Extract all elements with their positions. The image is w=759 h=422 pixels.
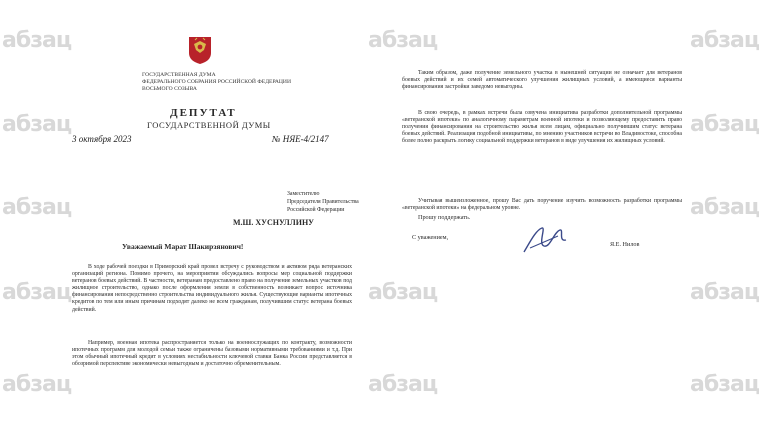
header-line: ГОСУДАРСТВЕННАЯ ДУМА: [142, 72, 216, 78]
letterhead-title: ДЕПУТАТ: [170, 107, 237, 119]
greeting: Уважаемый Марат Шакирзянович!: [122, 242, 244, 251]
watermark-text: абзац: [690, 112, 759, 137]
recipient-line: Председателя Правительства: [287, 199, 359, 205]
body-paragraph: Учитывая вышеизложенное, прошу Вас дать поручение изучить возможность разработки программы «ветеранской ипотеки» на федеральном уровне.: [402, 198, 682, 212]
header-line: ВОСЬМОГО СОЗЫВА: [142, 86, 197, 92]
watermark-text: абзац: [690, 28, 759, 53]
watermark-text: абзац: [690, 280, 759, 305]
watermark-text: абзац: [368, 28, 438, 53]
watermark-text: абзац: [2, 280, 72, 305]
signer-name: Я.Е. Нилов: [610, 241, 640, 248]
letter-date: 3 октября 2023: [72, 134, 132, 144]
header-line: ФЕДЕРАЛЬНОГО СОБРАНИЯ РОССИЙСКОЙ ФЕДЕРАЦИИ: [142, 79, 291, 85]
watermark-text: абзац: [368, 280, 438, 305]
watermark-text: абзац: [2, 112, 72, 137]
watermark-text: абзац: [690, 372, 759, 397]
watermark-text: абзац: [2, 372, 72, 397]
watermark-text: абзац: [2, 28, 72, 53]
closing-request: Прошу поддержать.: [418, 214, 471, 221]
letter-page-2: [392, 10, 692, 410]
body-paragraph: В свою очередь, в рамках встречи была озвучена инициатива разработки дополнительной программы «ветеранской ипотеки» по аналогичному параметрам военной ипотеки и позволяющему предоставить право получения финансирования на строительство жилья всем лицам, официально получившим статус ветерана боевых действий. Реализация подобной инициативы, по мнению участников встречи во Владивостоке, способна более полно раскрыть логику социальной поддержки ветеранов в виде улучшения их жилищных условий.: [402, 110, 682, 145]
coat-of-arms-icon: [187, 35, 213, 65]
letter-page-1: [62, 10, 362, 410]
registration-number: № НЯЕ-4/2147: [272, 134, 329, 144]
letterhead-subtitle: ГОСУДАРСТВЕННОЙ ДУМЫ: [147, 120, 271, 130]
recipient-line: Заместителю: [287, 191, 320, 197]
body-paragraph: В ходе рабочей поездки в Приморский край провел встречу с руководством и активом ряда ветеранских организаций региона. Помимо прочего, на мероприятии обсуждались вопросы мер социальной поддержки ветеранов боевых действий. В частности, ветеранам предоставлено право на получение земельных участков под жилищное строительство, однако после оформления земли в собственность возникает вопрос источника финансирования непосредственно строительства индивидуального жилья. Существующие варианты ипотечных кредитов по тем или иным причинам подходят далеко не всем гражданам, получившим статус ветерана боевых действий.: [72, 264, 352, 313]
body-paragraph: Таким образом, даже получение земельного участка в нынешней ситуации не означает для ветеранов боевых действий и их семей автоматического улучшения жилищных условий, а имеющиеся варианты финансирования застройки заведомо невыгодны.: [402, 70, 682, 91]
closing-phrase: С уважением,: [412, 234, 449, 241]
recipient-line: Российской Федерации: [287, 207, 345, 213]
watermark-text: абзац: [690, 195, 759, 220]
addressee-name: М.Ш. ХУСНУЛЛИНУ: [233, 218, 315, 227]
signature-icon: [520, 222, 570, 258]
watermark-text: абзац: [2, 195, 72, 220]
body-paragraph: Например, военная ипотека распространяется только на военнослужащих по контракту, возможности ипотечных программ для молодой семьи также ограничены базовыми нормативными требованиями и т.д. При этом обычный ипотечный кредит в условиях нестабильности ключевой ставки Банка России представляется в обозримой перспективе экономически невыгодным и достаточно обременительным.: [72, 340, 352, 368]
watermark-text: абзац: [368, 372, 438, 397]
